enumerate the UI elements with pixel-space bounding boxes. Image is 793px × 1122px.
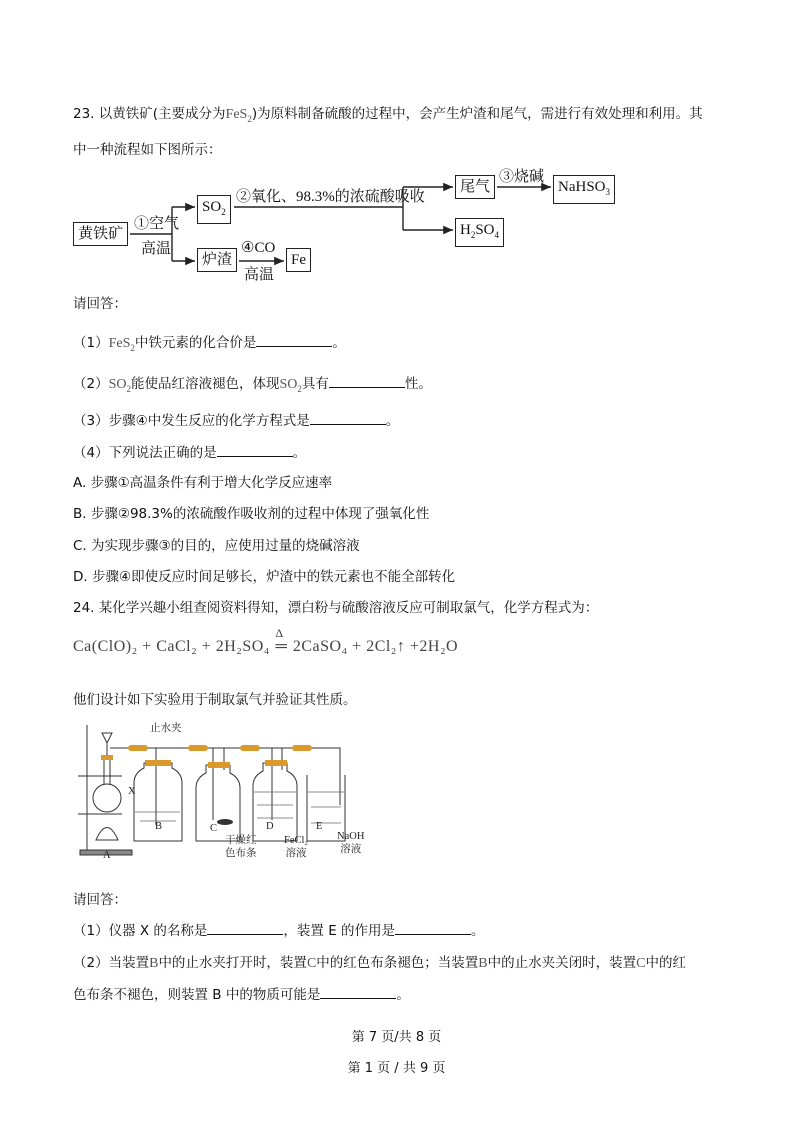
option-b: B. 步骤②98.3%的浓硫酸作吸收剂的过程中体现了强氧化性 (73, 506, 430, 522)
flow-step4-bottom: 高温 (244, 267, 275, 283)
h2so4-h: H (460, 222, 471, 238)
answer-blank[interactable] (395, 920, 471, 935)
answer-blank[interactable] (310, 410, 386, 425)
q23-q3 (73, 409, 399, 429)
label-b-ref: B (149, 956, 159, 971)
flow-step1-top: ①空气 (134, 216, 180, 232)
answer-blank[interactable] (329, 373, 405, 388)
q24-q1 (73, 919, 485, 939)
q-text: 中的止水夹关闭时，装置 (487, 955, 637, 971)
q23-answer-prompt: 请回答： (73, 296, 127, 312)
q23-intro-line2: 中一种流程如下图所示： (73, 142, 222, 158)
h2so4-sub1: 2 (470, 230, 476, 240)
flow-box-pyrite: 黄铁矿 (73, 222, 128, 246)
flow-step2-label: ②氧化、98.3%的浓硫酸吸收 (236, 189, 425, 205)
flow-step3-label: ③烧碱 (499, 169, 545, 185)
label-c: C (210, 823, 218, 834)
nahso3-sub: 3 (605, 187, 610, 197)
formula-text: SO (108, 377, 127, 392)
flow-box-slag: 炉渣 (197, 248, 237, 272)
label-clamp: 止水夹 (150, 723, 182, 734)
q-text: 具有 (301, 376, 329, 392)
q-num: （1） (73, 335, 109, 351)
label-c-ref: C (306, 956, 317, 971)
q-end: 。 (292, 445, 307, 461)
flow-box-h2so4 (455, 218, 504, 247)
formula-sub: 2 (130, 342, 135, 353)
q24-q2-line2 (73, 983, 410, 1003)
flow-box-so2 (197, 195, 231, 224)
fes2-formula (109, 336, 135, 351)
flow-diagram-lines (0, 0, 793, 300)
chemical-equation (73, 626, 459, 656)
answer-blank[interactable] (207, 920, 283, 935)
answer-blank[interactable] (320, 984, 396, 999)
flow-box-tail-gas: 尾气 (455, 175, 495, 199)
label-c-ref: C (636, 956, 646, 971)
q-text: 色布条不褪色，则装置 B 中的物质可能是 (73, 987, 321, 1003)
answer-blank[interactable] (256, 332, 332, 347)
q24-q2-line1 (73, 951, 686, 972)
q-num: （2） (73, 376, 109, 392)
h2so4-sub2: 4 (494, 230, 500, 240)
label-d-note (284, 834, 308, 860)
page-number-outer: 第 1 页 / 共 9 页 (347, 1061, 446, 1076)
q24-answer-prompt: 请回答： (73, 892, 127, 908)
formula-text: FeS (225, 107, 248, 122)
option-c: C. 为实现步骤③的目的，应使用过量的烧碱溶液 (73, 538, 360, 554)
apparatus-diagram (60, 715, 380, 865)
note-line: 溶液 (340, 844, 362, 855)
q-text: （2）当装置 (73, 955, 150, 971)
equation-condition: Δ ═ (275, 626, 288, 655)
q23-intro-text-b: )为原料制备硫酸的过程中，会产生炉渣和尾气，需进行有效处理和利用。其 (251, 106, 703, 122)
note-line: NaOH (337, 831, 365, 842)
q-end: 。 (396, 987, 410, 1003)
label-b-ref: B (478, 956, 488, 971)
q-end: 性。 (404, 376, 432, 392)
label-c-note (225, 834, 257, 860)
answer-blank[interactable] (217, 442, 293, 457)
note-line: 溶液 (285, 848, 307, 859)
note-line: FeCl₂ (284, 835, 309, 846)
formula-text: SO (279, 377, 298, 392)
flow-step1-bottom: 高温 (141, 241, 172, 257)
label-d: D (266, 821, 274, 832)
formula-sub: 2 (126, 383, 131, 394)
q-text: 中的止水夹打开时，装置 (158, 955, 307, 971)
so2-formula (280, 377, 302, 392)
q-text: （3）步骤④中发生反应的化学方程式是 (73, 413, 310, 429)
q-text: 中的红 (645, 955, 686, 971)
q23-q1 (73, 331, 346, 353)
label-b: B (155, 821, 163, 832)
q-text: 中铁元素的化合价是 (134, 335, 257, 351)
note-line: 色布条 (225, 848, 257, 859)
flow-step4-top: ④CO (241, 240, 276, 256)
q-end: 。 (385, 413, 400, 429)
q-text: （4）下列说法正确的是 (73, 445, 217, 461)
q-end: 。 (332, 335, 346, 351)
nahso3-text: NaHSO (558, 179, 606, 195)
so2-sub: 2 (221, 207, 226, 217)
option-a: A. 步骤①高温条件有利于增大化学反应速率 (73, 475, 333, 491)
q24-design: 他们设计如下实验用于制取氯气并验证其性质。 (73, 692, 357, 708)
option-d: D. 步骤④即使反应时间足够长，炉渣中的铁元素也不能全部转化 (73, 569, 456, 585)
so2-formula (109, 377, 131, 392)
formula-text: FeS (108, 336, 131, 351)
q-text: 能使品红溶液褪色，体现 (131, 376, 280, 392)
q23-q2 (73, 372, 432, 394)
q-text: 中的红色布条褪色；当装置 (316, 955, 479, 971)
q24-intro: 24. 某化学兴趣小组查阅资料得知，漂白粉与硫酸溶液反应可制取氯气，化学方程式为： (73, 600, 599, 616)
equation-rhs: 2CaSO₄ + 2Cl₂↑ +2H₂O (292, 638, 459, 655)
formula-sub: 2 (297, 383, 302, 394)
q-text: ，装置 E 的作用是 (283, 923, 396, 939)
q-text: （1）仪器 X 的名称是 (73, 923, 208, 939)
page-number-inner: 第 7 页/共 8 页 (351, 1030, 442, 1045)
q-end: 。 (471, 923, 485, 939)
q23-intro-text: 23. 以黄铁矿(主要成分为 (73, 106, 226, 122)
q23-q4 (73, 441, 306, 461)
label-x: X (128, 786, 136, 797)
h2so4-so: SO (475, 222, 495, 238)
label-e-note (337, 830, 364, 856)
note-line: 干燥红 (225, 835, 257, 846)
so2-text: SO (202, 199, 222, 215)
flow-box-nahso3 (553, 175, 615, 204)
label-a: A (103, 850, 111, 861)
formula-sub: 2 (247, 113, 252, 124)
heat-symbol: Δ (275, 626, 284, 640)
equation-lhs: Ca(ClO)₂ + CaCl₂ + 2H₂SO₄ (73, 638, 270, 655)
flow-box-fe: Fe (286, 248, 311, 272)
label-e: E (316, 821, 323, 832)
